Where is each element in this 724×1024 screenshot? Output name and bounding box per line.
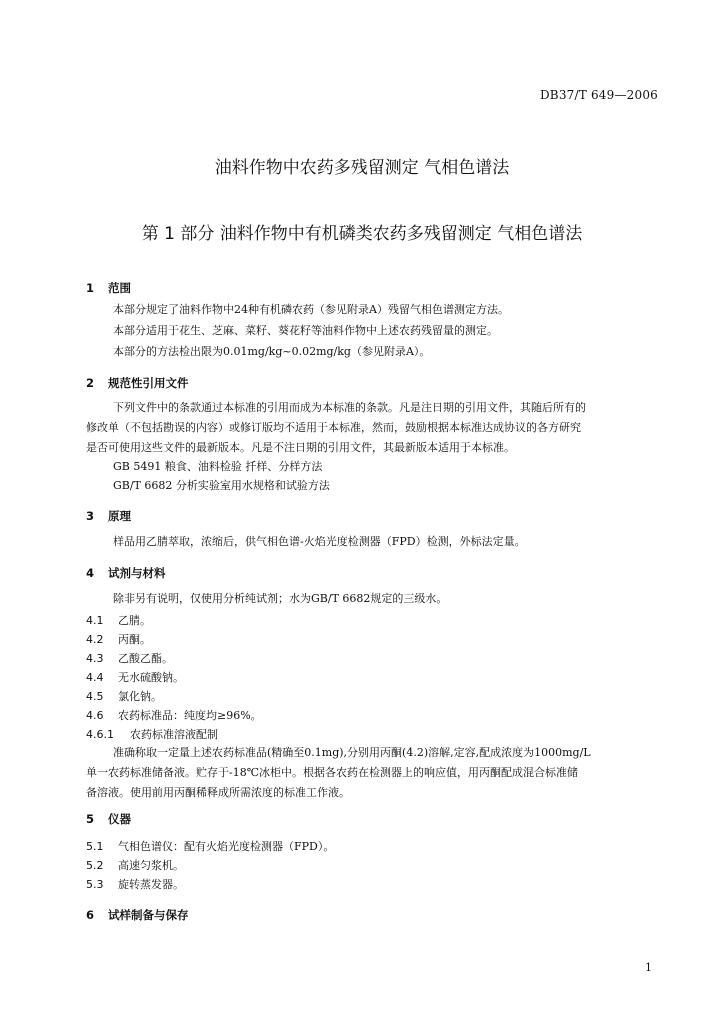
item-text: 乙酸乙酯。 [118,652,173,665]
section-number: 4 [86,566,95,580]
item-number: 5.1 [86,840,104,853]
paragraph-line: 下列文件中的条款通过本标准的引用而成为本标准的条款。凡是注日期的引用文件，其随后所有的 [113,401,586,414]
section-number: 2 [86,376,95,390]
paragraph-line: 除非另有说明，仅使用分析纯试剂；水为GB/T 6682规定的三级水。 [113,592,448,605]
item-text: 农药标准溶液配制 [130,728,218,741]
section-title: 试样制备与保存 [108,908,189,922]
list-item [86,707,262,723]
list-item [86,876,184,892]
list-item [86,838,334,854]
section-number: 6 [86,908,95,922]
list-item [86,631,151,647]
list-item [86,726,218,742]
section-number: 3 [86,509,95,523]
item-number: 4.1 [86,614,104,627]
list-item [86,688,162,704]
section-title: 试剂与材料 [108,566,166,580]
section-heading-principle [86,508,131,524]
paragraph-line: 修改单（不包括勘误的内容）或修订版均不适用于本标准，然而，鼓励根据本标准达成协议的各方研究 [86,421,581,434]
item-number: 4.6.1 [86,728,114,741]
item-number: 4.6 [86,709,104,722]
section-heading-references [86,375,189,391]
section-number: 5 [86,812,95,826]
list-item [86,612,151,628]
item-number: 4.3 [86,652,104,665]
section-heading-reagents [86,565,166,581]
document-code: DB37/T 649—2006 [539,88,658,102]
item-number: 4.4 [86,671,104,684]
section-title: 仪器 [108,812,131,826]
section-title: 范围 [108,281,131,295]
list-item [86,669,184,685]
item-number: 5.3 [86,878,104,891]
item-text: 无水硫酸钠。 [118,671,184,684]
item-number: 4.5 [86,690,104,703]
paragraph-line: 单一农药标准储备液。贮存于-18℃冰柜中。根据各农药在检测器上的响应值，用丙酮配成混合标准储 [86,766,579,779]
paragraph-line: 样品用乙腈萃取，浓缩后，供气相色谱-火焰光度检测器（FPD）检测，外标法定量。 [113,535,526,548]
document-title: 油料作物中农药多残留测定 气相色谱法 [214,158,510,178]
section-title: 原理 [108,509,131,523]
section-number: 1 [86,281,95,295]
section-title: 规范性引用文件 [108,376,189,390]
section-heading-sample-preparation [86,907,189,923]
paragraph-line: 本部分规定了油料作物中24种有机磷农药（参见附录A）残留气相色谱测定方法。 [113,303,509,316]
item-text: 气相色谱仪：配有火焰光度检测器（FPD）。 [118,840,335,853]
paragraph-line: 是否可使用这些文件的最新版本。凡是不注日期的引用文件，其最新版本适用于本标准。 [86,441,515,454]
paragraph-line: 本部分适用于花生、芝麻、菜籽、葵花籽等油料作物中上述农药残留量的测定。 [113,324,498,337]
list-item [86,650,173,666]
page-number: 1 [645,961,652,974]
item-number: 5.2 [86,859,104,872]
item-text: 高速匀浆机。 [118,859,184,872]
item-text: 旋转蒸发器。 [118,878,184,891]
part-title: 第 1 部分 油料作物中有机磷类农药多残留测定 气相色谱法 [141,224,583,244]
paragraph-line: 备溶液。使用前用丙酮稀释成所需浓度的标准工作液。 [86,786,350,799]
reference-item: GB/T 6682 分析实验室用水规格和试验方法 [113,479,330,492]
list-item [86,857,184,873]
section-heading-instruments [86,811,131,827]
paragraph-line: 本部分的方法检出限为0.01mg/kg~0.02mg/kg（参见附录A）。 [113,345,431,358]
reference-item: GB 5491 粮食、油料检验 扦样、分样方法 [113,460,323,473]
item-text: 农药标准品：纯度均≥96%。 [118,709,262,722]
item-number: 4.2 [86,633,104,646]
item-text: 丙酮。 [118,633,151,646]
section-heading-scope [86,280,131,296]
paragraph-line: 准确称取一定量上述农药标准品(精确至0.1mg),分别用丙酮(4.2)溶解,定容,配成浓度为1000mg/L [113,746,591,759]
item-text: 乙腈。 [118,614,151,627]
item-text: 氯化钠。 [118,690,162,703]
